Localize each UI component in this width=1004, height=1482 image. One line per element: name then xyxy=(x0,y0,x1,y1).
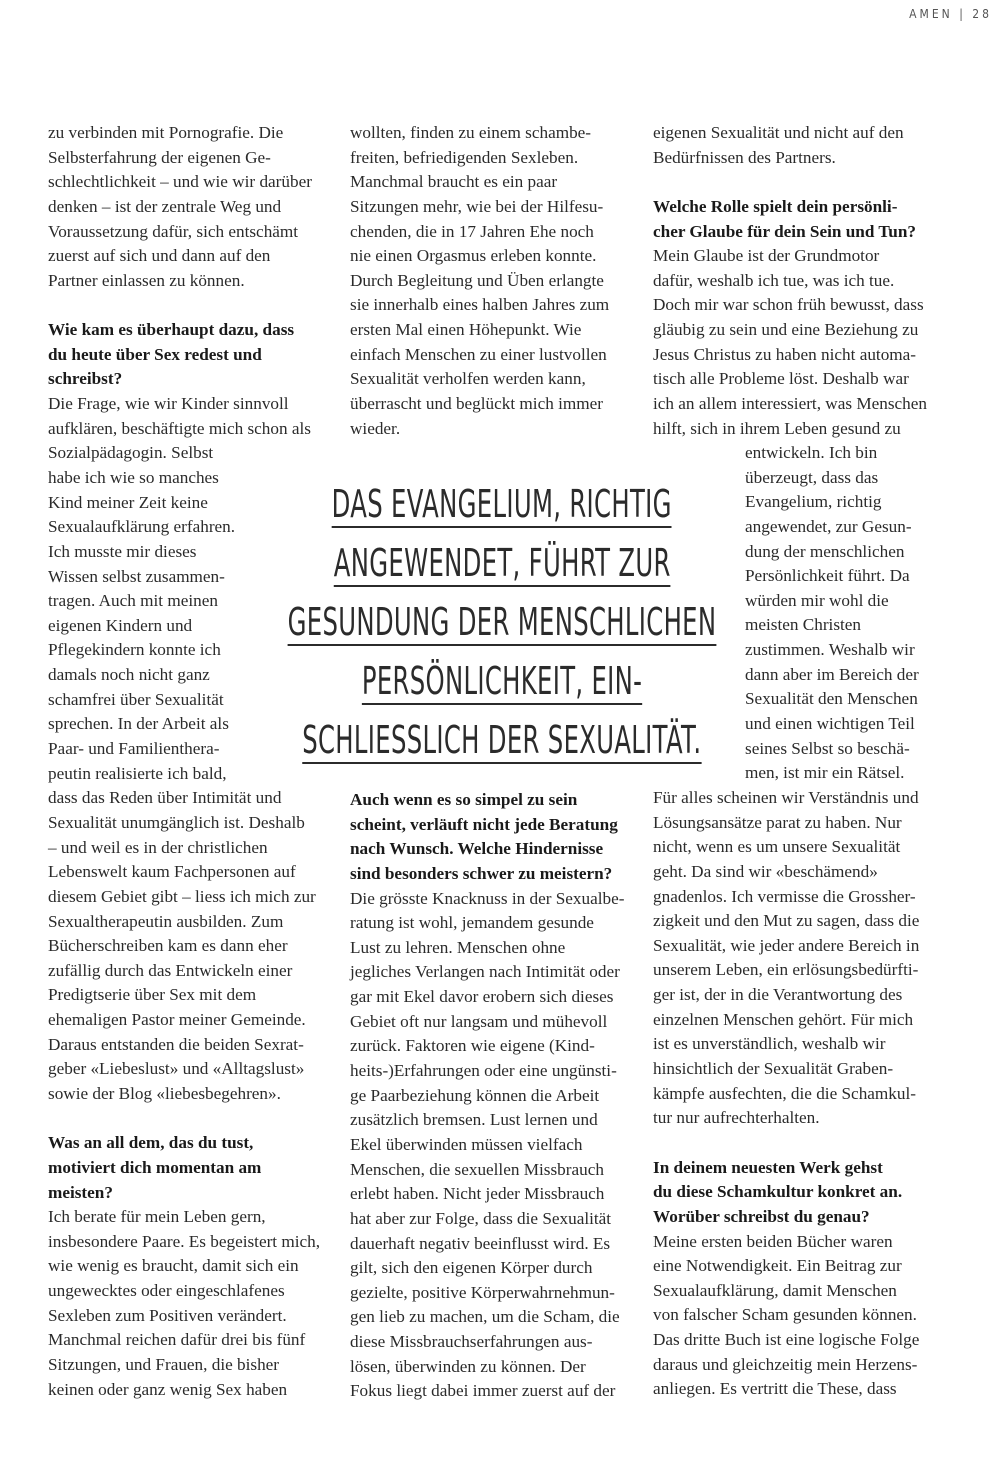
text-line: diesem Gebiet gibt – liess ich mich zur xyxy=(48,886,316,906)
text-line: Predigtserie über Sex mit dem xyxy=(48,985,257,1005)
text-line xyxy=(653,170,927,195)
text-line: gläubig zu sein und eine Beziehung zu xyxy=(653,320,919,340)
question-line: meisten? xyxy=(48,1182,113,1202)
text-line: daraus und gleichzeitig mein Herzens- xyxy=(653,1354,918,1374)
text-line: eigenen Kindern und xyxy=(48,615,193,635)
text-line: angewendet, zur Gesun- xyxy=(745,516,912,536)
text-line xyxy=(653,1131,919,1156)
text-line: Sexualaufklärung, damit Menschen xyxy=(653,1280,897,1300)
text-line: Menschen, die sexuellen Missbrauch xyxy=(350,1159,604,1179)
text-line: dauerhaft negativ beeinflusst wird. Es xyxy=(350,1233,611,1253)
text-line: von falscher Scham gesunden können. xyxy=(653,1305,917,1325)
question-line: nach Wunsch. Welche Hindernisse xyxy=(350,839,604,859)
text-line: ratung ist wohl, jemandem gesunde xyxy=(350,913,594,933)
text-line: Das dritte Buch ist eine logische Folge xyxy=(653,1330,920,1350)
text-line: Bücherschreiben kam es dann eher xyxy=(48,936,288,956)
text-line: nie einen Orgasmus erleben konnte. xyxy=(350,246,597,266)
text-line: Für alles scheinen wir Verständnis und xyxy=(653,788,919,807)
text-line: Sexualtherapeutin ausbilden. Zum xyxy=(48,911,284,931)
text-line: Lust zu lehren. Menschen ohne xyxy=(350,937,566,957)
text-line: zufällig durch das Entwickeln einer xyxy=(48,960,293,980)
text-line xyxy=(48,293,320,318)
text-line: habe ich wie so manches xyxy=(48,467,219,487)
text-line: Sexualität unumgänglich ist. Deshalb xyxy=(48,812,305,832)
text-line: zurück. Faktoren wie eigene (Kind- xyxy=(350,1036,595,1056)
text-line: heits-)Erfahrungen oder eine ungünsti- xyxy=(350,1061,617,1081)
text-line: meisten Christen xyxy=(745,615,861,635)
question-line: Was an all dem, das du tust, xyxy=(48,1133,254,1153)
page-header xyxy=(909,7,992,21)
column-right-top xyxy=(653,121,927,441)
text-line: Sexualaufklärung erfahren. xyxy=(48,517,236,537)
text-line: Pflegekindern konnte ich xyxy=(48,640,221,660)
text-line: zusätzlich bremsen. Lust lernen und xyxy=(350,1110,598,1130)
text-line: ist es unverständlich, weshalb wir xyxy=(653,1034,886,1054)
text-line: wollten, finden zu einem schambe- xyxy=(350,123,592,142)
text-line: tur nur aufrechterhalten. xyxy=(653,1108,820,1128)
text-line: Wissen selbst zusammen- xyxy=(48,566,225,586)
text-line: einzelnen Menschen gehört. Für mich xyxy=(653,1009,914,1029)
text-line: chenden, die in 17 Jahren Ehe noch xyxy=(350,221,594,241)
text-line: Sexleben zum Positiven verändert. xyxy=(48,1305,287,1325)
text-line: Persönlichkeit führt. Da xyxy=(745,566,910,586)
magazine-name: AMEN xyxy=(909,7,953,21)
text-line: zigkeit und den Mut zu sagen, dass die xyxy=(653,911,920,931)
text-line: diese Missbrauchserfahrungen aus- xyxy=(350,1332,593,1352)
text-line: zuerst auf sich und dann auf den xyxy=(48,246,271,266)
text-line: schamfrei über Sexualität xyxy=(48,689,224,709)
text-line: Die grösste Knacknuss in der Sexualbe- xyxy=(350,888,625,908)
column-right-wrap xyxy=(745,441,919,786)
text-line: tisch alle Probleme löst. Deshalb war xyxy=(653,369,909,389)
text-line: freiten, befriedigenden Sexleben. xyxy=(350,147,579,167)
text-line: Partner einlassen zu können. xyxy=(48,270,245,290)
text-line: Evangelium, richtig xyxy=(745,492,882,512)
text-line: sie innerhalb eines halben Jahres zum xyxy=(350,295,610,315)
question-line: du diese Schamkultur konkret an. xyxy=(653,1182,903,1202)
text-line: Voraussetzung dafür, sich entschämt xyxy=(48,221,299,241)
text-line: anliegen. Es vertritt die These, dass xyxy=(653,1379,897,1399)
question-line: Welche Rolle spielt dein persönli- xyxy=(653,196,898,216)
column-middle-top xyxy=(350,121,609,441)
text-line: Durch Begleitung und Üben erlangte xyxy=(350,270,604,290)
text-line: – und weil es in der christlichen xyxy=(48,837,268,857)
question-line: sind besonders schwer zu meistern? xyxy=(350,863,613,883)
text-line: kämpfe ausfechten, die die Schamkul- xyxy=(653,1083,916,1103)
text-line: Ekel überwinden müssen vielfach xyxy=(350,1134,583,1154)
text-line: und einen wichtigen Teil xyxy=(745,714,915,734)
text-line: ehemaligen Pastor meiner Gemeinde. xyxy=(48,1010,306,1030)
text-line: ge Paarbeziehung können die Arbeit xyxy=(350,1085,600,1105)
text-line: keinen oder ganz wenig Sex haben xyxy=(48,1379,288,1399)
text-line: dann aber im Bereich der xyxy=(745,664,919,684)
question-line: Auch wenn es so simpel zu sein xyxy=(350,790,578,809)
text-line: Meine ersten beiden Bücher waren xyxy=(653,1231,893,1251)
text-line: eine Notwendigkeit. Ein Beitrag zur xyxy=(653,1256,902,1276)
text-line: ich an allem interessiert, was Menschen xyxy=(653,394,927,414)
text-line: gnadenlos. Ich vermisse die Grossher- xyxy=(653,886,916,906)
text-line: Sozialpädagogin. Selbst xyxy=(48,443,214,463)
text-line: Fokus liegt dabei immer zuerst auf der xyxy=(350,1381,616,1401)
text-line: Jesus Christus zu haben nicht automa- xyxy=(653,344,917,364)
pull-quote-line: PERSÖNLICHKEIT, EIN- xyxy=(361,659,643,703)
text-line: überzeugt, dass das xyxy=(745,467,879,487)
text-line: Sitzungen mehr, wie bei der Hilfesu- xyxy=(350,196,604,216)
text-line: Lebenswelt kaum Fachpersonen auf xyxy=(48,862,296,882)
text-line: Mein Glaube ist der Grundmotor xyxy=(653,246,880,266)
text-line: peutin realisierte ich bald, xyxy=(48,763,227,783)
text-line: damals noch nicht ganz xyxy=(48,665,210,685)
text-line: eigenen Sexualität und nicht auf den xyxy=(653,123,904,142)
question-line: scheint, verläuft nicht jede Beratung xyxy=(350,814,618,834)
text-line: Bedürfnissen des Partners. xyxy=(653,147,836,167)
pull-quote-line: DAS EVANGELIUM, RICHTIG xyxy=(331,482,673,526)
text-line: wieder. xyxy=(350,418,401,438)
text-line: wie wenig es braucht, damit sich ein xyxy=(48,1256,299,1276)
question-line: schreibst? xyxy=(48,369,123,389)
pull-quote-line: SCHLIESSLICH DER SEXUALITÄT. xyxy=(302,718,702,762)
text-line: Sexualität, wie jeder andere Bereich in xyxy=(653,935,920,955)
text-line: seines Selbst so beschä- xyxy=(745,738,910,758)
text-line: gar mit Ekel davor erobern sich dieses xyxy=(350,987,614,1007)
text-line: zu verbinden mit Pornografie. Die xyxy=(48,123,284,142)
header-separator: | xyxy=(959,7,966,21)
text-line: Manchmal braucht es ein paar xyxy=(350,172,558,192)
text-line: zustimmen. Weshalb wir xyxy=(745,640,915,660)
text-line: aufklären, beschäftigte mich schon als xyxy=(48,418,311,438)
column-left xyxy=(48,121,320,1402)
text-line: Kind meiner Zeit keine xyxy=(48,492,208,512)
text-line: denken – ist der zentrale Weg und xyxy=(48,196,282,216)
text-line: Gebiet oft nur langsam und mühevoll xyxy=(350,1011,608,1031)
text-line: Daraus entstanden die beiden Sexrat- xyxy=(48,1034,304,1054)
text-line: insbesondere Paare. Es begeistert mich, xyxy=(48,1231,321,1251)
pull-quote-line: GESUNDUNG DER MENSCHLICHEN xyxy=(287,600,717,644)
text-line: ersten Mal einen Höhepunkt. Wie xyxy=(350,320,582,340)
text-line: Paar- und Familienthera- xyxy=(48,739,220,759)
text-line: schlechtlichkeit – und wie wir darüber xyxy=(48,172,312,192)
text-line: Sexualität den Menschen xyxy=(745,689,918,709)
question-line: cher Glaube für dein Sein und Tun? xyxy=(653,221,917,241)
text-line: dass das Reden über Intimität und xyxy=(48,788,282,808)
text-line: Ich musste mir dieses xyxy=(48,541,197,561)
text-line: Ich berate für mein Leben gern, xyxy=(48,1207,266,1227)
text-line: hat aber zur Folge, dass die Sexualität xyxy=(350,1208,612,1228)
text-line: gilt, sich den eigenen Körper durch xyxy=(350,1258,593,1278)
text-line: hinsichtlich der Sexualität Graben- xyxy=(653,1059,894,1079)
question-line: In deinem neuesten Werk gehst xyxy=(653,1157,883,1177)
pull-quote-line: ANGEWENDET, FÜHRT ZUR xyxy=(333,541,671,585)
text-line: hilft, sich in ihrem Leben gesund zu xyxy=(653,418,901,438)
text-line: unserem Leben, ein erlösungsbedürfti- xyxy=(653,960,919,980)
question-line: du heute über Sex redest und xyxy=(48,344,262,364)
text-line: Selbsterfahrung der eigenen Ge- xyxy=(48,147,271,167)
text-line: dafür, weshalb ich tue, was ich tue. xyxy=(653,270,895,290)
text-line: gezielte, positive Körperwahrnehmun- xyxy=(350,1282,615,1302)
text-line: entwickeln. Ich bin xyxy=(745,443,878,462)
text-line: sprechen. In der Arbeit als xyxy=(48,714,229,734)
text-line: überrascht und beglückt mich immer xyxy=(350,394,603,414)
text-line: einfach Menschen zu einer lustvollen xyxy=(350,344,607,364)
page-number: 28 xyxy=(972,7,992,21)
text-line: sowie der Blog «liebesbegehren». xyxy=(48,1083,281,1103)
text-line: nicht, wenn es um unsere Sexualität xyxy=(653,837,901,857)
text-line: dung der menschlichen xyxy=(745,541,905,561)
text-line: ger ist, der in die Verantwortung des xyxy=(653,985,903,1005)
text-line: Sitzungen, und Frauen, die bisher xyxy=(48,1355,280,1375)
text-line: lösen, überwinden zu können. Der xyxy=(350,1356,586,1376)
text-line: geht. Da sind wir «beschämend» xyxy=(653,861,878,881)
question-line: motiviert dich momentan am xyxy=(48,1157,262,1177)
text-line: erlebt haben. Nicht jeder Missbrauch xyxy=(350,1184,605,1204)
question-line: Worüber schreibst du genau? xyxy=(653,1206,870,1226)
column-middle-bottom xyxy=(350,788,624,1404)
text-line: Manchmal reichen dafür drei bis fünf xyxy=(48,1330,306,1350)
text-line: Lösungsansätze parat zu haben. Nur xyxy=(653,812,902,832)
text-line: Sexualität verholfen werden kann, xyxy=(350,369,586,389)
text-line: Doch mir war schon früh bewusst, dass xyxy=(653,295,924,315)
text-line: geber «Liebeslust» und «Alltagslust» xyxy=(48,1059,305,1079)
text-line: men, ist mir ein Rätsel. xyxy=(745,763,905,783)
text-line xyxy=(48,1107,320,1132)
question-line: Wie kam es überhaupt dazu, dass xyxy=(48,320,295,340)
column-right-bottom xyxy=(653,786,919,1402)
text-line: Die Frage, wie wir Kinder sinnvoll xyxy=(48,394,289,414)
text-line: ungewecktes oder eingeschlafenes xyxy=(48,1281,285,1301)
text-line: würden mir wohl die xyxy=(745,590,889,610)
text-line: tragen. Auch mit meinen xyxy=(48,591,218,611)
text-line: jegliches Verlangen nach Intimität oder xyxy=(350,962,620,982)
text-line: gen lieb zu machen, um die Scham, die xyxy=(350,1307,620,1327)
